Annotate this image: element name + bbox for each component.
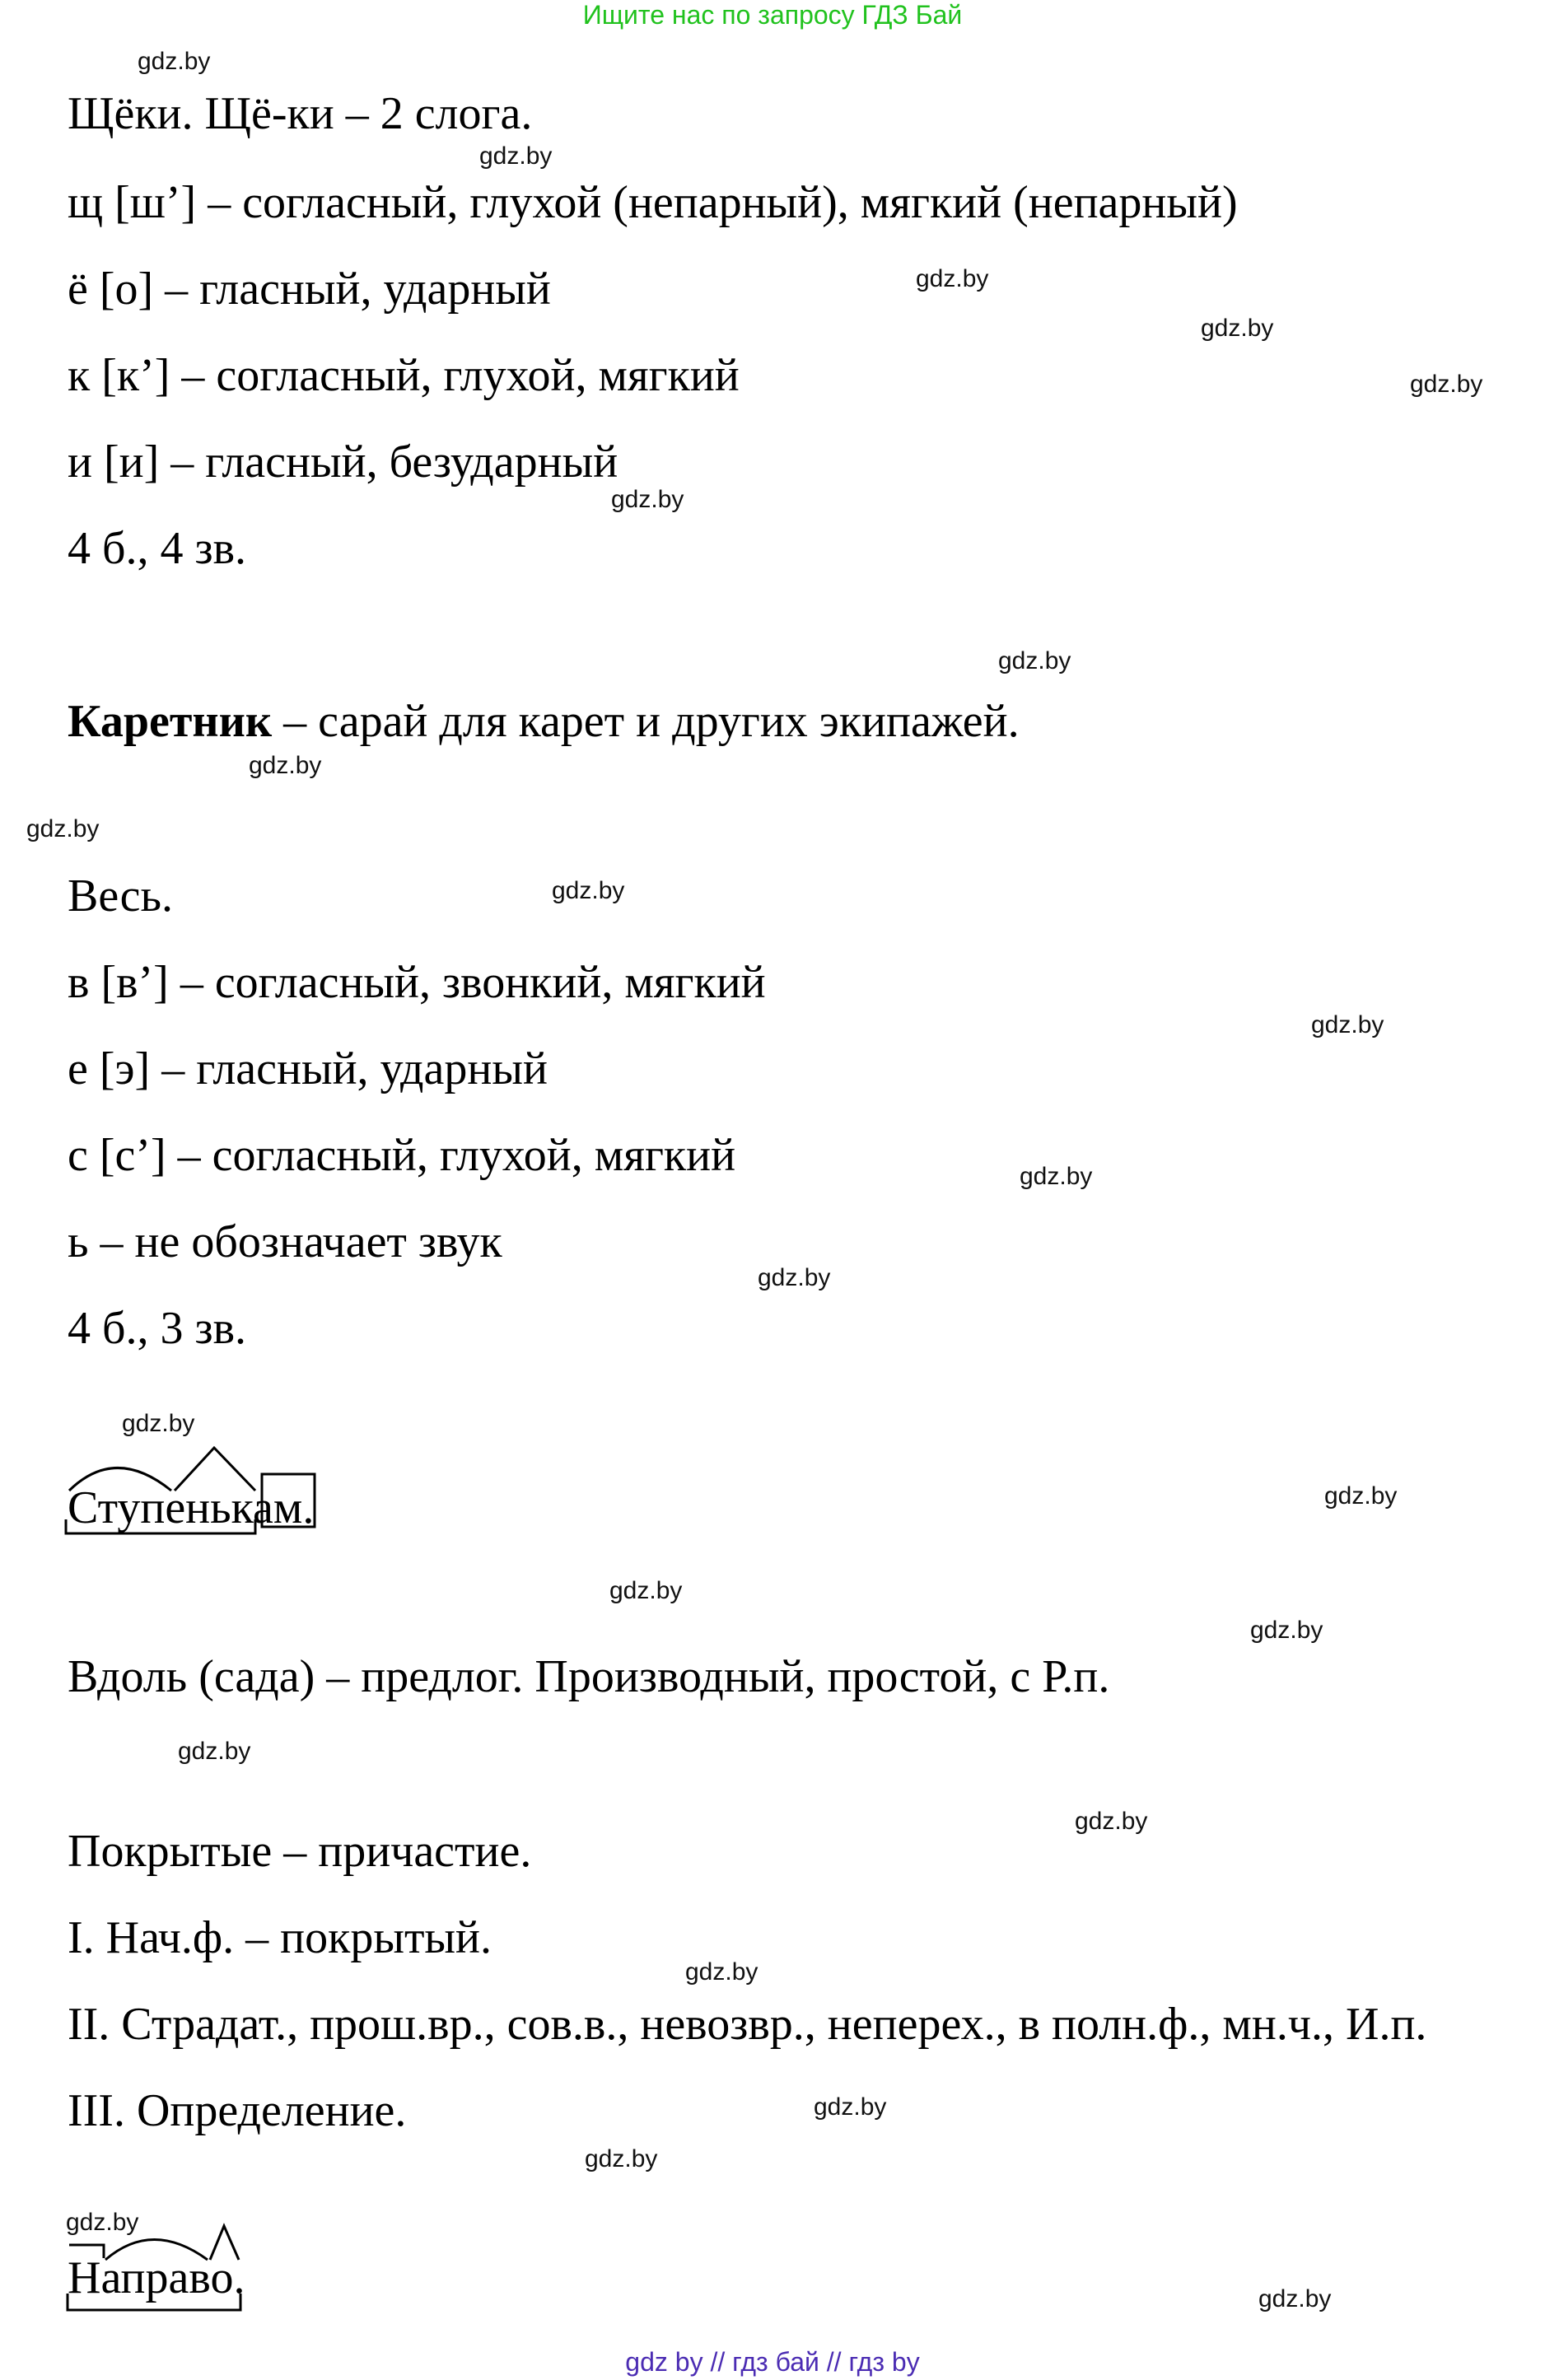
- watermark: gdz.by: [1075, 1808, 1148, 1835]
- watermark: gdz.by: [138, 48, 211, 75]
- watermark: gdz.by: [552, 877, 625, 904]
- schyoki-title: Щёки. Щё-ки – 2 слога.: [68, 88, 533, 139]
- pokrytye-line-4: III. Определение.: [68, 2085, 407, 2136]
- pokrytye-line-3: II. Страдат., прош.вр., сов.в., невозвр., неперех., в полн.ф., мн.ч., И.п.: [68, 1999, 1427, 2050]
- schyoki-line-4: и [и] – гласный, безударный: [68, 436, 618, 488]
- watermark: gdz.by: [611, 486, 684, 513]
- watermark: gdz.by: [66, 2209, 139, 2236]
- watermark: gdz.by: [1258, 2285, 1332, 2312]
- ves-line-2: е [э] – гласный, ударный: [68, 1043, 548, 1094]
- pokrytye-line-2: I. Нач.ф. – покрытый.: [68, 1912, 492, 1963]
- top-banner[interactable]: Ищите нас по запросу ГДЗ Бай: [582, 0, 963, 30]
- stupenkam-word: Ступенькам: [68, 1482, 303, 1533]
- schyoki-line-2: ё [о] – гласный, ударный: [68, 264, 551, 315]
- napravo-word: Направо: [68, 2252, 234, 2303]
- napravo-dot: .: [233, 2252, 245, 2303]
- karetnik-definition: – сарай для карет и других экипажей.: [272, 696, 1020, 747]
- napravo-word-line: [68, 2252, 245, 2303]
- watermark: gdz.by: [814, 2093, 887, 2121]
- bottom-banner[interactable]: gdz by // гдз бай // гдз by: [625, 2347, 920, 2377]
- watermark: gdz.by: [1250, 1617, 1323, 1644]
- ves-line-3: с [с’] – согласный, глухой, мягкий: [68, 1130, 736, 1181]
- stupenkam-word-line: [68, 1482, 315, 1533]
- watermark: gdz.by: [26, 815, 100, 842]
- pokrytye-line-1: Покрытые – причастие.: [68, 1826, 532, 1877]
- karetnik-term: Каретник: [68, 696, 273, 747]
- watermark: gdz.by: [758, 1264, 831, 1291]
- watermark: gdz.by: [1201, 315, 1274, 342]
- schyoki-line-3: к [к’] – согласный, глухой, мягкий: [68, 350, 740, 401]
- watermark: gdz.by: [1020, 1163, 1093, 1190]
- schyoki-line-5: 4 б., 4 зв.: [68, 523, 247, 574]
- watermark: gdz.by: [998, 647, 1071, 674]
- stupenkam-dot: .: [302, 1482, 315, 1533]
- schyoki-line-1: щ [ш’] – согласный, глухой (непарный), мягкий (непарный): [68, 177, 1238, 228]
- ves-line-4: ь – не обозначает звук: [68, 1216, 502, 1267]
- ves-line-1: в [в’] – согласный, звонкий, мягкий: [68, 957, 766, 1008]
- watermark: gdz.by: [122, 1410, 195, 1437]
- watermark: gdz.by: [178, 1738, 251, 1765]
- watermark: gdz.by: [685, 1958, 758, 1986]
- watermark: gdz.by: [1311, 1011, 1384, 1038]
- watermark: gdz.by: [585, 2145, 658, 2172]
- watermark: gdz.by: [1410, 371, 1483, 398]
- vdol-line: Вдоль (сада) – предлог. Производный, простой, с Р.п.: [68, 1651, 1110, 1702]
- karetnik-line: [68, 696, 1020, 747]
- ves-title: Весь.: [68, 870, 173, 922]
- ves-line-5: 4 б., 3 зв.: [68, 1303, 247, 1354]
- watermark: gdz.by: [249, 752, 322, 779]
- watermark: gdz.by: [479, 142, 553, 170]
- watermark: gdz.by: [609, 1577, 683, 1604]
- watermark: gdz.by: [1324, 1482, 1398, 1510]
- watermark: gdz.by: [916, 265, 989, 292]
